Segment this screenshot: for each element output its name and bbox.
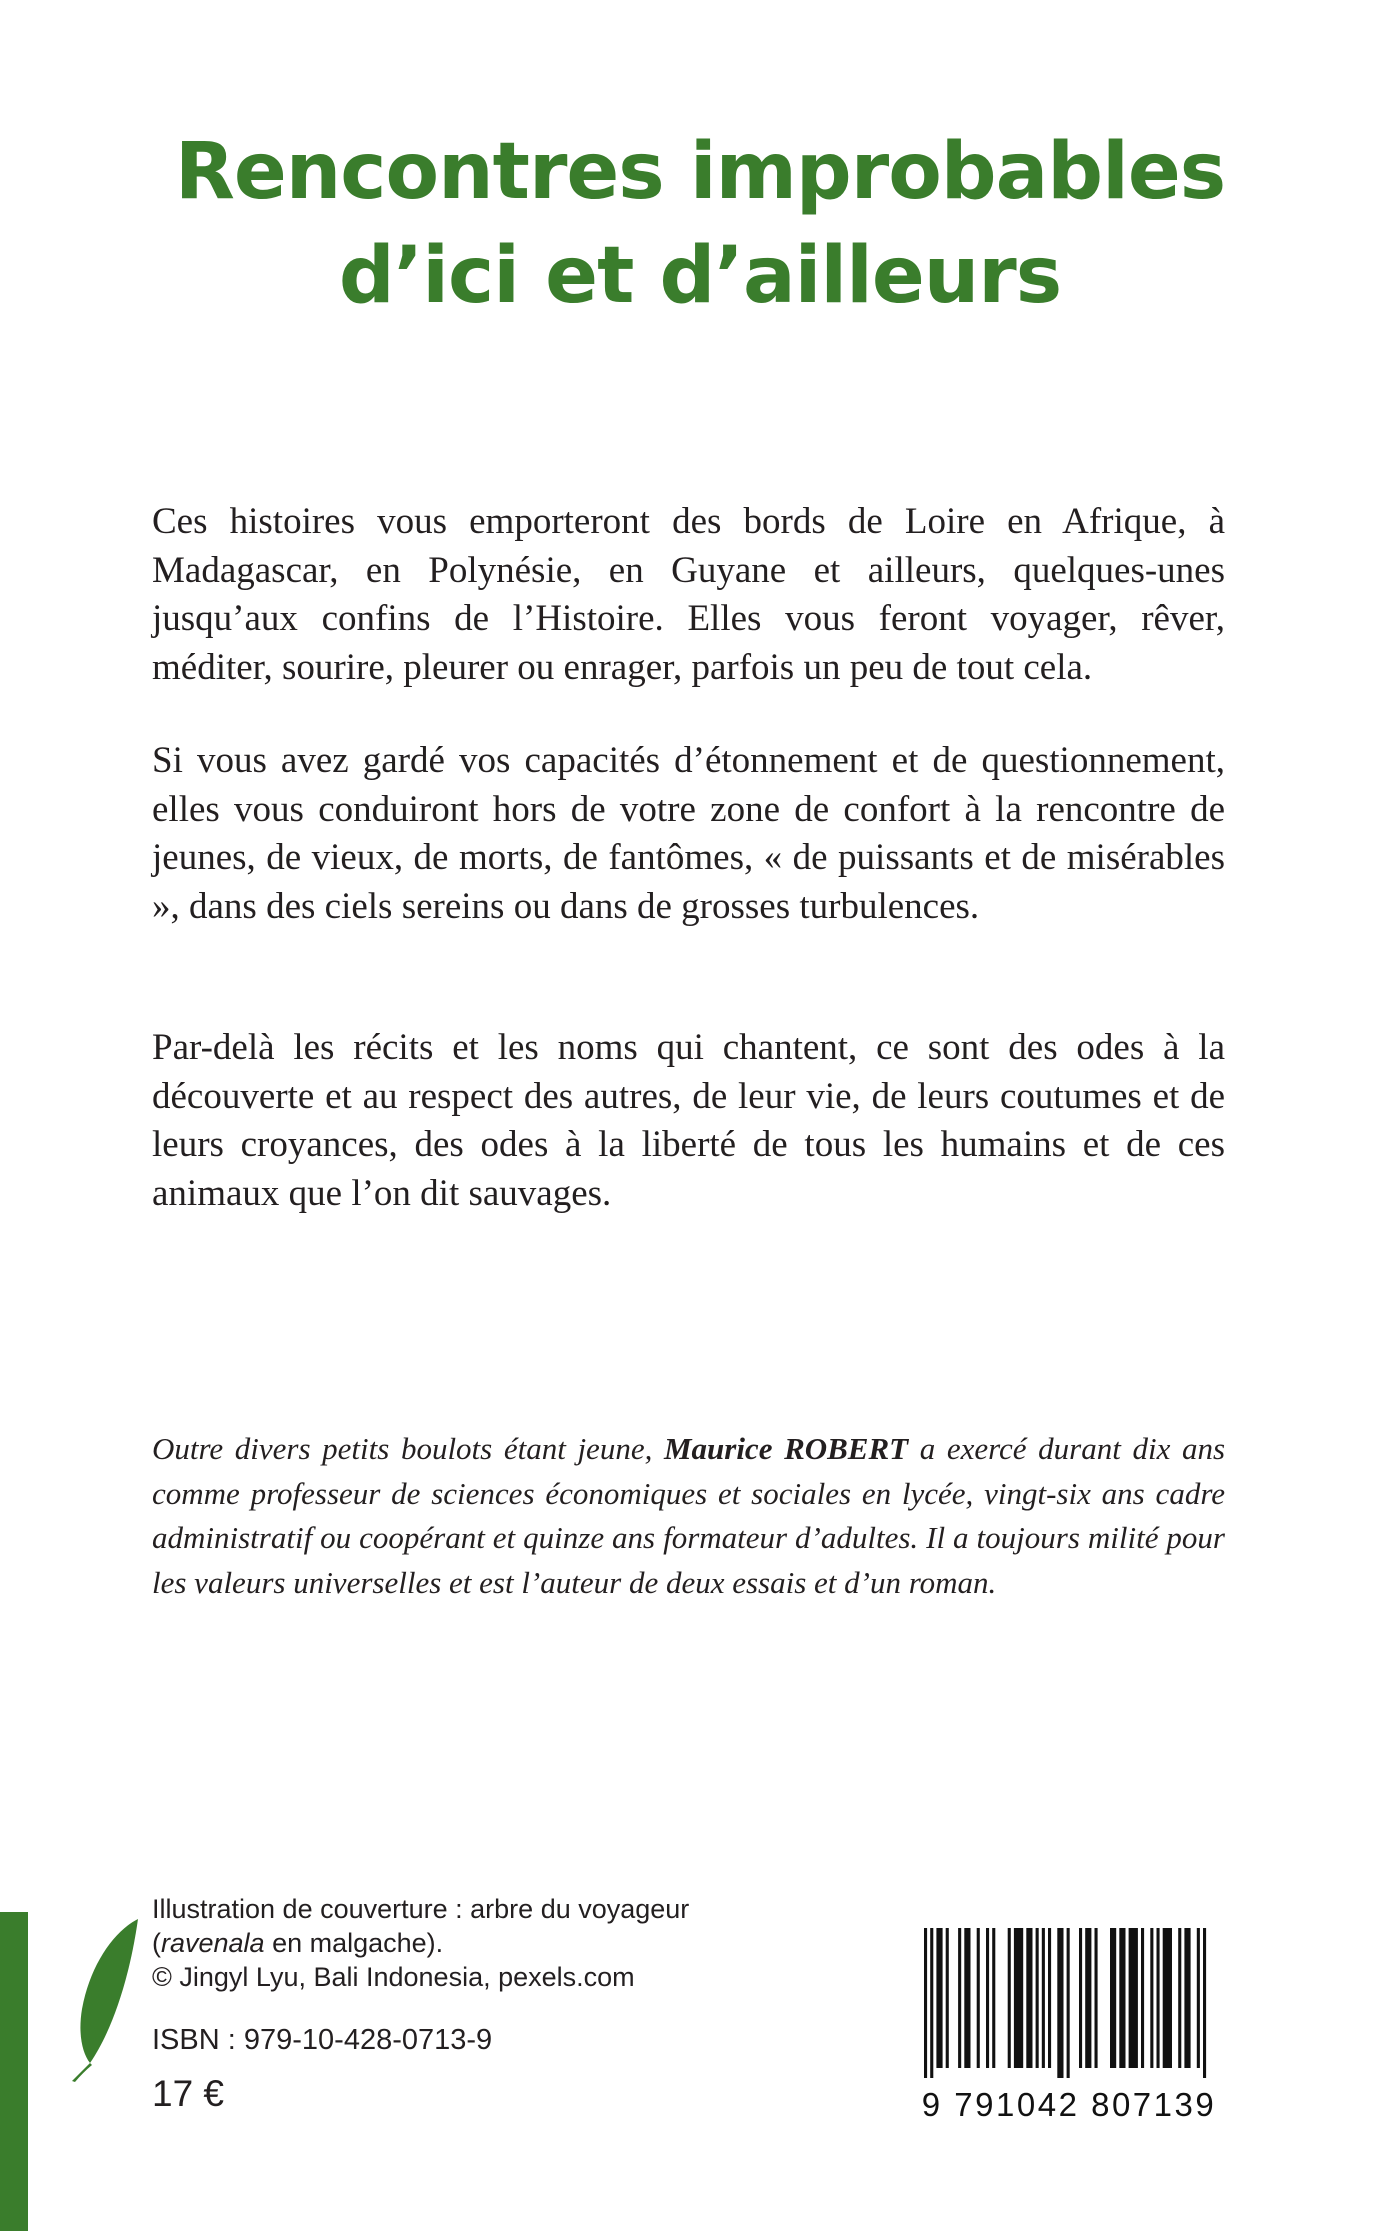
bio-text-end: a exercé durant dix ans comme professeur de sciences économiques et sociales en lycée, vingt-six ans cadre administratif ou coopérant et quinze ans formateur d’adultes. Il a toujours milité pour les valeurs universelles et est l’auteur de deux essais et d’un roman. bbox=[152, 1431, 1226, 1600]
barcode-digits: 9 791042 807139 bbox=[921, 2086, 1217, 2123]
barcode-bar bbox=[946, 1928, 949, 2068]
credit-line-2 bbox=[152, 1926, 689, 1960]
barcode-bar bbox=[1095, 1928, 1098, 2068]
barcode-bar bbox=[1067, 1928, 1070, 2078]
barcode-bar bbox=[1079, 1928, 1082, 2068]
barcode-bar bbox=[930, 1928, 933, 2078]
credit-line-1: Illustration de couverture : arbre du voyageur bbox=[152, 1894, 690, 1924]
barcode-bar bbox=[986, 1928, 989, 2068]
blurb-paragraph-3: Par-delà les récits et les noms qui chantent, ce sont des odes à la découverte et au respect des autres, de leur vie, de leurs coutumes et de leurs croyances, des odes à la liberté de tous les humains et de ces animaux que l’on dit sauvages. bbox=[152, 1027, 1225, 1214]
barcode-bar bbox=[1042, 1928, 1045, 2068]
barcode-bar bbox=[924, 1928, 927, 2078]
isbn: ISBN : 979-10-428-0713-9 bbox=[152, 2024, 493, 2056]
barcode-bar bbox=[1014, 1928, 1023, 2068]
book-title bbox=[0, 120, 1400, 328]
green-spine-bar bbox=[0, 1912, 28, 2231]
barcode-bar bbox=[1026, 1928, 1032, 2068]
barcode-bar bbox=[1110, 1928, 1116, 2068]
barcode-bar bbox=[1008, 1928, 1011, 2068]
bio-text-start: Outre divers petits boulots étant jeune, bbox=[152, 1431, 664, 1466]
barcode-bar bbox=[1036, 1928, 1039, 2068]
cover-credits bbox=[152, 1892, 689, 1994]
barcode-bar bbox=[936, 1928, 942, 2068]
blurb-paragraph-1: Ces histoires vous emporteront des bords de Loire en Afrique, à Madagascar, en Polynésie, en Guyane et ailleurs, quelques-unes jusqu’aux confins de l’Histoire. Elles vous feront voyager, rêver, méditer, sourire, pleurer ou enrager, parfois un peu de tout cela. bbox=[152, 501, 1225, 688]
barcode-bar bbox=[964, 1928, 970, 2068]
price: 17 € bbox=[152, 2073, 225, 2114]
credit-paren: ( bbox=[152, 1928, 161, 1958]
barcode-bar bbox=[958, 1928, 961, 2068]
feather-icon bbox=[68, 1917, 140, 2082]
barcode-bar bbox=[1085, 1928, 1091, 2068]
barcode-bar bbox=[1057, 1928, 1063, 2078]
barcode-bar bbox=[1203, 1928, 1206, 2078]
credit-line-3: © Jingyl Lyu, Bali Indonesia, pexels.com bbox=[152, 1962, 635, 1992]
title-line-2: d’ici et d’ailleurs bbox=[338, 231, 1062, 321]
barcode-bar bbox=[977, 1928, 980, 2068]
barcode bbox=[910, 1928, 1228, 2123]
barcode-bar bbox=[1141, 1928, 1144, 2068]
barcode-bar bbox=[1150, 1928, 1153, 2068]
barcode-bar bbox=[1178, 1928, 1181, 2068]
barcode-bar bbox=[1184, 1928, 1190, 2068]
title-line-1: Rencontres improbables bbox=[174, 127, 1226, 217]
barcode-bar bbox=[992, 1928, 995, 2068]
blurb-paragraph-2: Si vous avez gardé vos capacités d’étonnement et de questionnement, elles vous conduiront hors de votre zone de confort à la rencontre de jeunes, de vieux, de morts, de fantômes, « de puissants et de misérables », dans des ciels sereins ou dans de grosses turbulences. bbox=[152, 740, 1225, 927]
barcode-bar bbox=[1119, 1928, 1125, 2068]
barcode-bar bbox=[1163, 1928, 1172, 2068]
credit-line-2-rest: en malgache). bbox=[264, 1928, 444, 1958]
barcode-bar bbox=[1197, 1928, 1200, 2068]
barcode-bar bbox=[1129, 1928, 1138, 2068]
barcode-bar bbox=[1157, 1928, 1160, 2068]
credit-ravenala: ravenala bbox=[161, 1928, 265, 1958]
barcode-bar bbox=[1048, 1928, 1051, 2068]
author-name: Maurice ROBERT bbox=[663, 1431, 909, 1466]
barcode-bars bbox=[922, 1928, 1228, 2078]
author-bio bbox=[152, 1427, 1225, 1605]
